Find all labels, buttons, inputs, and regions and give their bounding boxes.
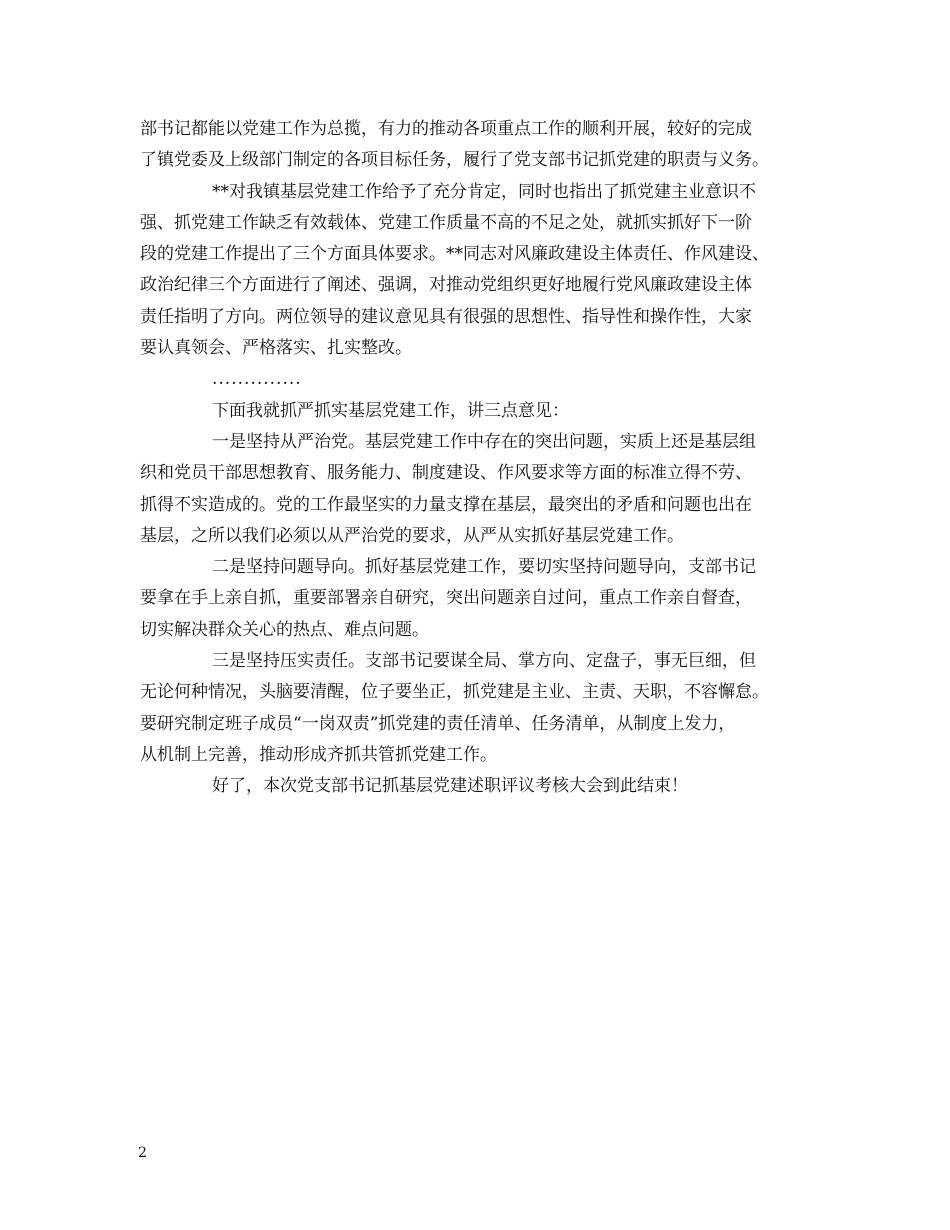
text-line: 无论何种情况，头脑要清醒，位子要坐正，抓党建是主业、主责、天职，不容懈怠。 bbox=[140, 682, 769, 703]
text-line: 要研究制定班子成员“一岗双责”抓党建的责任清单、任务清单，从制度上发力， bbox=[140, 713, 736, 734]
text-line: 织和党员干部思想教育、服务能力、制度建设、作风要求等方面的标准立得不劳、 bbox=[140, 463, 752, 484]
text-line: 二是坚持问题导向。抓好基层党建工作，要切实坚持问题导向，支部书记 bbox=[212, 557, 756, 578]
text-line: 下面我就抓严抓实基层党建工作，讲三点意见： bbox=[212, 400, 569, 421]
page-number: 2 bbox=[138, 1145, 147, 1161]
text-line: 三是坚持压实责任。支部书记要谋全局、掌方向、定盘子，事无巨细，但 bbox=[212, 651, 756, 672]
text-line: **对我镇基层党建工作给予了充分肯定，同时也指出了抓党建主业意识不 bbox=[212, 181, 756, 202]
document-body bbox=[140, 114, 830, 803]
text-line: 要认真领会、严格落实、扎实整改。 bbox=[140, 338, 412, 359]
text-line: 强、抓党建工作缺乏有效载体、党建工作质量不高的不足之处，就抓实抓好下一阶 bbox=[140, 212, 752, 233]
text-line: 责任指明了方向。两位领导的建议意见具有很强的思想性、指导性和操作性，大家 bbox=[140, 306, 752, 327]
text-line: 了镇党委及上级部门制定的各项目标任务，履行了党支部书记抓党建的职责与义务。 bbox=[140, 150, 769, 171]
text-line: 一是坚持从严治党。基层党建工作中存在的突出问题，实质上还是基层组 bbox=[212, 431, 756, 452]
text-line: 段的党建工作提出了三个方面具体要求。**同志对风廉政建设主体责任、作风建设、 bbox=[140, 244, 769, 265]
text-line: 基层，之所以我们必须以从严治党的要求，从严从实抓好基层党建工作。 bbox=[140, 525, 684, 546]
section-separator: .............. bbox=[212, 369, 302, 390]
text-line: 切实解决群众关心的热点、难点问题。 bbox=[140, 619, 429, 640]
text-line: 好了，本次党支部书记抓基层党建述职评议考核大会到此结束！ bbox=[212, 776, 688, 797]
text-line: 部书记都能以党建工作为总揽，有力的推动各项重点工作的顺利开展，较好的完成 bbox=[140, 119, 752, 139]
text-line: 要拿在手上亲自抓，重要部署亲自研究，突出问题亲自过问，重点工作亲自督查， bbox=[140, 588, 752, 609]
text-line: 从机制上完善，推动形成齐抓共管抓党建工作。 bbox=[140, 744, 497, 765]
text-line: 政治纪律三个方面进行了阐述、强调，对推动党组织更好地履行党风廉政建设主体 bbox=[140, 275, 752, 296]
text-line: 抓得不实造成的。党的工作最坚实的力量支撑在基层，最突出的矛盾和问题也出在 bbox=[140, 494, 752, 515]
